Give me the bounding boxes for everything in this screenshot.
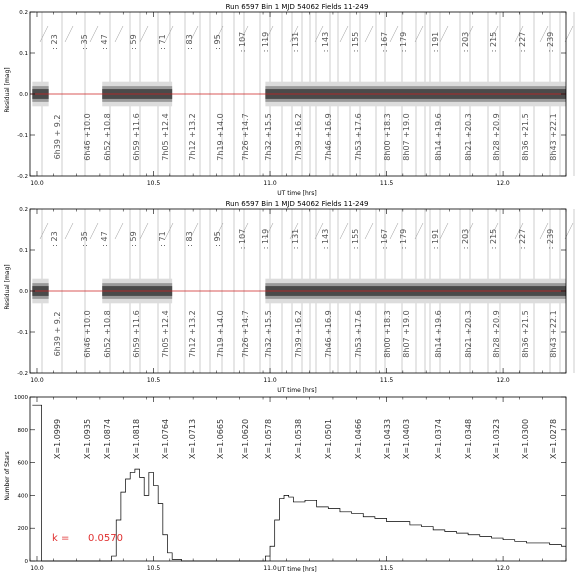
time-label: 6h39 + 9.2 <box>53 311 62 357</box>
time-label: 7h39 +16.2 <box>294 113 303 161</box>
field-number-label: : 155 <box>351 228 360 250</box>
hatch-line <box>90 223 98 239</box>
time-label: 6h52 +10.8 <box>103 310 112 358</box>
airmass-label: X=1.0433 <box>383 418 392 460</box>
histogram-bar <box>515 541 527 561</box>
field-number-label: : 143 <box>321 228 330 250</box>
field-number-label: : 227 <box>518 228 527 250</box>
field-number-label: : 59 <box>129 34 138 50</box>
time-label: 7h39 +16.2 <box>294 310 303 358</box>
histogram-bar <box>158 504 163 561</box>
hatch-line <box>140 223 148 239</box>
field-number-label: : 107 <box>238 228 247 250</box>
field-number-label: : 83 <box>185 34 194 50</box>
time-label: 8h00 +18.3 <box>383 113 392 161</box>
histogram-bar <box>526 543 538 561</box>
x-tick-label: 11.0 <box>263 377 277 384</box>
x-tick-label: 10.0 <box>30 565 44 572</box>
field-number-label: : 227 <box>518 31 527 53</box>
histogram-bar <box>135 469 140 561</box>
field-number-label: : 119 <box>261 228 270 250</box>
airmass-label: X=1.0466 <box>354 418 363 460</box>
field-number-label: : 191 <box>431 228 440 250</box>
y-axis-label: Residual [mag] <box>4 67 11 113</box>
field-number-label: : 215 <box>489 228 498 250</box>
histogram-bar <box>561 546 566 561</box>
histogram-bar <box>265 556 270 561</box>
hatch-line <box>365 223 373 239</box>
field-number-label: : 47 <box>100 231 109 247</box>
hatch-line <box>90 26 98 42</box>
time-label: 8h07 +19.0 <box>402 310 411 358</box>
x-tick-label: 11.5 <box>379 565 394 572</box>
x-axis-label: UT time [hrs] <box>277 190 317 197</box>
time-label: 8h14 +19.6 <box>434 113 443 161</box>
time-label: 6h39 + 9.2 <box>53 114 62 160</box>
y-tick-label: 800 <box>17 427 28 434</box>
field-number-label: : 131 <box>291 31 300 53</box>
histogram-bar <box>270 546 275 561</box>
time-label: 7h05 +12.4 <box>161 113 170 161</box>
y-tick-label: 0.2 <box>19 10 28 16</box>
plot-area <box>17 10 576 187</box>
histogram-bar <box>305 500 317 561</box>
y-tick-label: -0.2 <box>17 371 28 377</box>
histogram-bar <box>140 477 145 561</box>
histogram-bar <box>422 527 434 561</box>
field-number-label: : 107 <box>238 31 247 53</box>
hatch-line <box>115 26 123 42</box>
histogram-bar <box>538 543 550 561</box>
y-tick-label: -0.2 <box>17 174 28 180</box>
histogram-bar <box>149 472 154 561</box>
y-tick-label: 0.1 <box>19 248 28 254</box>
y-tick-label: -0.1 <box>17 330 28 336</box>
field-number-label: : 35 <box>80 231 89 247</box>
airmass-label: X=1.0323 <box>492 418 501 460</box>
histogram-bar <box>112 556 117 561</box>
histogram-bar <box>550 545 562 561</box>
field-number-label: : 203 <box>461 31 470 53</box>
hatch-line <box>365 26 373 42</box>
time-label: 8h28 +20.9 <box>492 310 501 358</box>
field-number-label: : 179 <box>399 228 408 250</box>
field-number-label: : 215 <box>489 31 498 53</box>
histogram-bar <box>163 535 168 561</box>
y-tick-label: 0.1 <box>19 51 28 57</box>
field-number-label: : 95 <box>213 34 222 50</box>
hatch-line <box>440 26 448 42</box>
y-tick-label: 400 <box>17 493 28 500</box>
field-number-label: : 71 <box>158 231 167 247</box>
time-label: 8h00 +18.3 <box>383 310 392 358</box>
time-label: 8h36 +21.5 <box>521 113 530 161</box>
hatch-line <box>340 223 348 239</box>
panel-title: Run 6597 Bin 1 MJD 54062 Fields 11-249 <box>225 3 369 11</box>
x-axis-label: UT time [hrs] <box>277 387 317 394</box>
time-label: 8h14 +19.6 <box>434 310 443 358</box>
histogram-panel <box>4 395 566 573</box>
hatch-line <box>340 26 348 42</box>
airmass-label: X=1.0665 <box>216 418 225 460</box>
x-tick-label: 10.0 <box>30 377 44 384</box>
field-number-label: : 47 <box>100 34 109 50</box>
histogram-bar <box>317 507 329 561</box>
y-axis-label: Residual [mag] <box>4 264 11 310</box>
time-label: 6h46 +10.0 <box>83 113 92 161</box>
x-axis-label: UT time [hrs] <box>277 566 317 573</box>
field-number-label: : 59 <box>129 231 138 247</box>
x-tick-label: 12.0 <box>496 565 510 572</box>
time-label: 7h12 +13.2 <box>188 113 197 161</box>
field-number-label: : 119 <box>261 31 270 53</box>
y-tick-label: 200 <box>17 526 28 533</box>
histogram-bar <box>363 517 375 561</box>
k-value: 0.0570 <box>88 533 123 544</box>
field-number-label: : 191 <box>431 31 440 53</box>
hatch-line <box>65 223 73 239</box>
histogram-bar <box>328 509 340 561</box>
x-tick-label: 12.0 <box>496 377 510 384</box>
time-label: 7h32 +15.5 <box>264 310 273 358</box>
histogram-bar <box>387 522 399 561</box>
y-tick-label: 0 <box>24 559 28 565</box>
field-number-label: : 83 <box>185 231 194 247</box>
time-label: 7h46 +16.9 <box>324 113 333 161</box>
histogram-bar <box>480 536 492 561</box>
airmass-label: X=1.0538 <box>294 418 303 460</box>
hatch-line <box>65 26 73 42</box>
histogram-bar <box>340 512 352 561</box>
histogram-bar <box>154 486 159 561</box>
x-tick-label: 10.5 <box>146 377 161 384</box>
histogram-bar <box>433 530 445 561</box>
histogram-bar <box>491 538 503 561</box>
time-label: 8h21 +20.3 <box>464 310 473 358</box>
airmass-label: X=1.0999 <box>53 418 62 460</box>
time-label: 6h52 +10.8 <box>103 113 112 161</box>
time-label: 7h26 +14.7 <box>241 310 250 358</box>
airmass-label: X=1.0403 <box>402 418 411 460</box>
airmass-label: X=1.0818 <box>132 418 141 460</box>
histogram-bar <box>293 502 305 561</box>
hatch-line <box>390 26 398 42</box>
histogram-bar <box>130 472 135 561</box>
histogram-bar <box>275 520 280 561</box>
airmass-label: X=1.0874 <box>103 418 112 460</box>
plot-area <box>14 395 566 572</box>
airmass-label: X=1.0764 <box>161 418 170 460</box>
time-label: 7h26 +14.7 <box>241 113 250 161</box>
airmass-label: X=1.0935 <box>83 418 92 460</box>
time-label: 7h46 +16.9 <box>324 310 333 358</box>
hatch-line <box>390 223 398 239</box>
hatch-line <box>140 26 148 42</box>
field-number-label: : 167 <box>380 228 389 250</box>
histogram-bar <box>279 499 284 561</box>
hatch-line <box>40 26 48 42</box>
field-number-label: : 203 <box>461 228 470 250</box>
time-label: 6h59 +11.6 <box>132 310 141 358</box>
field-number-label: : 131 <box>291 228 300 250</box>
time-label: 7h19 +14.0 <box>216 310 225 358</box>
time-label: 7h12 +13.2 <box>188 310 197 358</box>
hatch-line <box>440 223 448 239</box>
time-label: 7h53 +17.6 <box>354 113 363 161</box>
field-number-label: : 35 <box>80 34 89 50</box>
airmass-label: X=1.0578 <box>264 418 273 460</box>
time-label: 8h43 +22.1 <box>549 310 558 358</box>
x-tick-label: 12.0 <box>496 180 510 187</box>
histogram-bar <box>289 497 294 561</box>
hatch-line <box>40 223 48 239</box>
airmass-label: X=1.0300 <box>521 418 530 460</box>
x-tick-label: 11.0 <box>263 180 277 187</box>
histogram-bar <box>144 495 149 561</box>
histogram-bar <box>375 518 387 561</box>
histogram-bar <box>284 495 289 561</box>
field-number-label: : 71 <box>158 34 167 50</box>
field-number-label: : 23 <box>50 231 59 247</box>
y-tick-label: 1000 <box>14 395 28 401</box>
time-label: 6h46 +10.0 <box>83 310 92 358</box>
histogram-bar <box>468 535 480 561</box>
time-label: 8h07 +19.0 <box>402 113 411 161</box>
y-tick-label: 0.2 <box>19 207 28 213</box>
panel-title: Run 6597 Bin 1 MJD 54062 Fields 11-249 <box>225 200 369 208</box>
field-number-label: : 23 <box>50 34 59 50</box>
y-tick-label: 600 <box>17 460 28 467</box>
residual-panel <box>4 3 576 197</box>
airmass-label: X=1.0374 <box>434 418 443 460</box>
y-axis-label: Number of Stars <box>4 451 11 501</box>
y-tick-label: -0.1 <box>17 133 28 139</box>
time-label: 7h32 +15.5 <box>264 113 273 161</box>
time-label: 8h21 +20.3 <box>464 113 473 161</box>
x-tick-label: 10.5 <box>146 180 161 187</box>
x-tick-label: 11.0 <box>263 565 277 572</box>
histogram-bar <box>503 540 515 561</box>
y-tick-label: 0.0 <box>19 289 28 295</box>
time-label: 8h36 +21.5 <box>521 310 530 358</box>
field-number-label: : 155 <box>351 31 360 53</box>
field-number-label: : 239 <box>546 228 555 250</box>
plot-area <box>17 207 576 384</box>
time-label: 8h43 +22.1 <box>549 113 558 161</box>
k-label: k = <box>52 533 70 544</box>
time-label: 7h19 +14.0 <box>216 113 225 161</box>
histogram-bar <box>32 405 41 561</box>
x-tick-label: 11.5 <box>379 180 394 187</box>
hatch-line <box>115 223 123 239</box>
x-tick-label: 10.5 <box>146 565 161 572</box>
x-tick-label: 11.5 <box>379 377 394 384</box>
y-tick-label: 0.0 <box>19 92 28 98</box>
airmass-label: X=1.0713 <box>188 418 197 460</box>
time-label: 8h28 +20.9 <box>492 113 501 161</box>
histogram-bar <box>398 522 410 561</box>
x-tick-label: 10.0 <box>30 180 44 187</box>
time-label: 7h53 +17.6 <box>354 310 363 358</box>
histogram-bar <box>456 533 468 561</box>
airmass-label: X=1.0348 <box>464 418 473 460</box>
airmass-label: X=1.0278 <box>549 418 558 460</box>
histogram-bar <box>126 479 131 561</box>
field-number-label: : 239 <box>546 31 555 53</box>
time-label: 6h59 +11.6 <box>132 113 141 161</box>
field-number-label: : 167 <box>380 31 389 53</box>
histogram-bar <box>121 492 126 561</box>
residual-panel <box>4 200 576 394</box>
field-number-label: : 179 <box>399 31 408 53</box>
time-label: 7h05 +12.4 <box>161 310 170 358</box>
histogram-bar <box>445 531 457 561</box>
airmass-label: X=1.0501 <box>324 418 333 460</box>
field-number-label: : 143 <box>321 31 330 53</box>
histogram-bar <box>352 513 364 561</box>
histogram-bar <box>410 525 422 561</box>
field-number-label: : 95 <box>213 231 222 247</box>
airmass-label: X=1.0620 <box>241 418 250 460</box>
